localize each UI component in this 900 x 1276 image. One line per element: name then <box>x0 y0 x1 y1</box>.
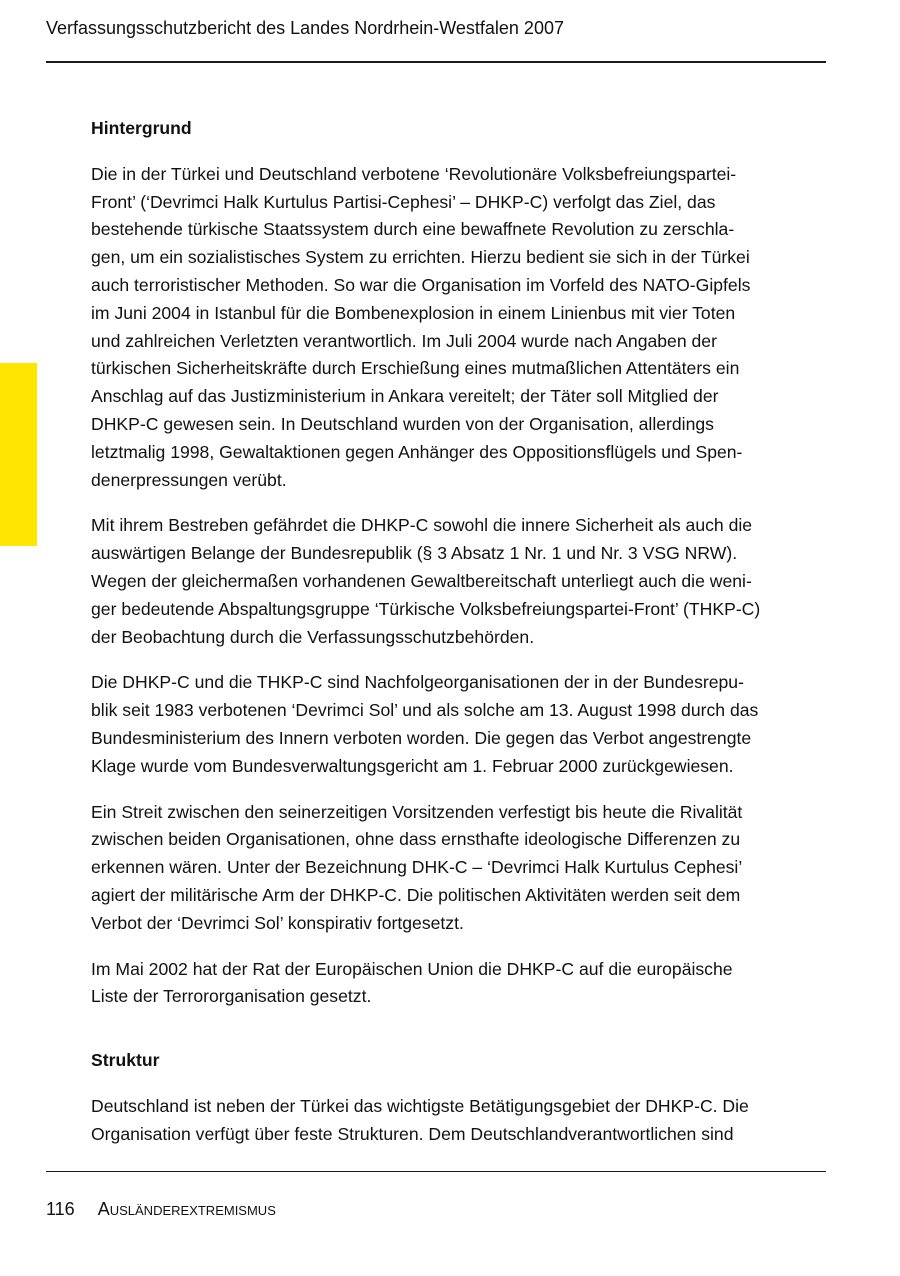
text-line: erkennen wären. Unter der Bezeichnung DHK-C – ‘Devrimci Halk Kurtulus Cephesi’ <box>91 857 743 878</box>
text-line: auswärtigen Belange der Bundesrepublik (§ 3 Absatz 1 Nr. 1 und Nr. 3 VSG NRW). <box>91 543 738 564</box>
text-line: Anschlag auf das Justizministerium in Ankara vereitelt; der Täter soll Mitglied der <box>91 386 719 407</box>
text-line: Bundesministerium des Innern verboten worden. Die gegen das Verbot angestrengte <box>91 727 752 748</box>
text-line: Deutschland ist neben der Türkei das wichtigste Betätigungsgebiet der DHKP-C. Die <box>91 1095 749 1116</box>
text-line: Im Mai 2002 hat der Rat der Europäischen Union die DHKP-C auf die europäische <box>91 958 733 979</box>
paragraph <box>91 669 831 780</box>
text-line: DHKP-C gewesen sein. In Deutschland wurden von der Organisation, allerdings <box>91 413 714 434</box>
text-line: gen, um ein sozialistisches System zu errichten. Hierzu bedient sie sich in der Türkei <box>91 247 750 268</box>
text-line: Liste der Terrororganisation gesetzt. <box>91 986 372 1007</box>
text-line: ger bedeutende Abspaltungsgruppe ‘Türkische Volksbefreiungspartei-Front’ (THKP-C) <box>91 598 761 619</box>
text-line: Organisation verfügt über feste Strukturen. Dem Deutschlandverantwortlichen sind <box>91 1123 734 1144</box>
page-number: 116 <box>46 1199 75 1219</box>
text-line: türkischen Sicherheitskräfte durch Erschießung eines mutmaßlichen Attentäters ein <box>91 358 740 379</box>
text-line: agiert der militärische Arm der DHKP-C. Die politischen Aktivitäten werden seit dem <box>91 884 741 905</box>
text-line: blik seit 1983 verbotenen ‘Devrimci Sol’ und als solche am 13. August 1998 durch das <box>91 700 759 721</box>
paragraph <box>91 799 831 938</box>
text-line: bestehende türkische Staatssystem durch eine bewaffnete Revolution zu zerschla- <box>91 219 735 240</box>
footer-section-title: Ausländerextremismus <box>97 1199 276 1219</box>
chapter-marker-tab <box>0 363 37 546</box>
text-line: Ein Streit zwischen den seinerzeitigen Vorsitzenden verfestigt bis heute die Rivalität <box>91 801 743 822</box>
running-header: Verfassungsschutzbericht des Landes Nordrhein-Westfalen 2007 <box>46 18 564 38</box>
footer-divider <box>46 1171 826 1172</box>
paragraph <box>91 956 831 1012</box>
section-heading-hintergrund: Hintergrund <box>91 118 192 138</box>
text-line: letztmalig 1998, Gewaltaktionen gegen Anhänger des Oppositionsflügels und Spen- <box>91 441 743 462</box>
text-line: im Juni 2004 in Istanbul für die Bombenexplosion in einem Linienbus mit vier Toten <box>91 302 736 323</box>
text-line: Mit ihrem Bestreben gefährdet die DHKP-C sowohl die innere Sicherheit als auch die <box>91 515 753 536</box>
text-line: denerpressungen verübt. <box>91 469 287 490</box>
paragraph <box>91 512 831 651</box>
text-line: der Beobachtung durch die Verfassungsschutzbehörden. <box>91 626 535 647</box>
section-heading-struktur: Struktur <box>91 1050 160 1071</box>
paragraph <box>91 1093 831 1149</box>
text-line: Verbot der ‘Devrimci Sol’ konspirativ fortgesetzt. <box>91 912 464 933</box>
text-line: Die in der Türkei und Deutschland verbotene ‘Revolutionäre Volksbefreiungspartei- <box>91 163 737 184</box>
paragraph <box>91 161 831 495</box>
page-footer <box>46 1197 276 1221</box>
text-line: Klage wurde vom Bundesverwaltungsgericht am 1. Februar 2000 zurückgewiesen. <box>91 755 734 776</box>
text-line: auch terroristischer Methoden. So war die Organisation im Vorfeld des NATO-Gipfels <box>91 274 751 295</box>
page-body <box>91 115 831 1167</box>
text-line: Die DHKP-C und die THKP-C sind Nachfolgeorganisationen der in der Bundesrepu- <box>91 672 744 693</box>
header-divider <box>46 61 826 63</box>
text-line: Front’ (‘Devrimci Halk Kurtulus Partisi-Cephesi’ – DHKP-C) verfolgt das Ziel, das <box>91 191 716 212</box>
text-line: Wegen der gleichermaßen vorhandenen Gewaltbereitschaft unterliegt auch die weni- <box>91 570 752 591</box>
text-line: zwischen beiden Organisationen, ohne dass ernsthafte ideologische Differenzen zu <box>91 829 741 850</box>
text-line: und zahlreichen Verletzten verantwortlich. Im Juli 2004 wurde nach Angaben der <box>91 330 717 351</box>
